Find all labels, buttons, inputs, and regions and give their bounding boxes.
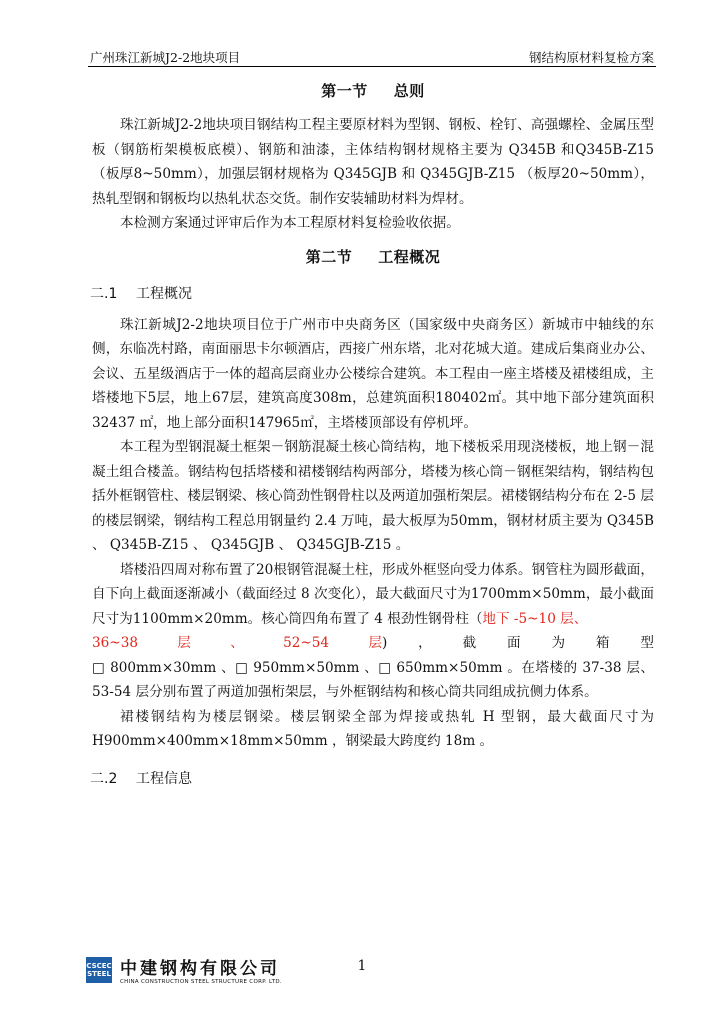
section-1-heading <box>92 80 654 101</box>
subsection-2-2-number: 二.2 <box>90 770 118 787</box>
char-xiang: 箱 <box>595 635 610 651</box>
comma: ， <box>418 635 432 651</box>
paragraph-3-justified-line <box>382 631 654 656</box>
logo-mark-bottom-text: STEEL <box>87 969 111 978</box>
paragraph-3-text-a: 塔楼沿四周对称布置了20根钢管混凝土柱，形成外框竖向受力体系。钢管柱为圆形截面，自下向上截面逐渐减小（截面经过 8 次变化），最大截面尺寸为1700mm×50mm，最小截面尺寸为1100mm×20mm。核心筒四角布置了 4 根劲性钢骨柱（ <box>92 561 654 627</box>
page-header <box>88 44 656 67</box>
subsection-2-1-number: 二.1 <box>90 285 118 302</box>
header-document-title: 钢结构原材料复检方案 <box>528 50 654 65</box>
section-2-paragraph-1: 珠江新城J2-2地块项目位于广州市中央商务区（国家级中央商务区）新城市中轴线的东侧，东临冼村路，南面丽思卡尔顿酒店，西接广州东塔，北对花城大道。建成后集商业办公、会议、五星级酒店于一体的超高层商业办公楼综合建筑。本工程由一座主塔楼及裙楼组成，主塔楼地下5层，地上67层，建筑高度308m，总建筑面积180402㎡。其中地下部分建筑面积 32437 ㎡，地上部分面积147965㎡，主塔楼顶部设有停机坪。 <box>92 316 654 431</box>
section-1-number: 第一节 <box>321 82 368 100</box>
red-floor-word-2: 层 <box>368 635 382 651</box>
subsection-2-2-heading <box>90 768 654 788</box>
company-name-cn: 中建钢构有限公司 <box>120 959 280 979</box>
header-project-name: 广州珠江新城J2-2地块项目 <box>90 50 241 65</box>
subsection-2-1-heading <box>90 283 654 303</box>
logo-mark-top-text: CSCEC <box>86 961 112 970</box>
char-xing: 型 <box>640 635 654 651</box>
char-jie: 截 <box>462 635 477 651</box>
red-floor-range-1: 36~38 <box>92 635 138 651</box>
subsection-2-1-title: 工程概况 <box>136 285 192 302</box>
red-comma: 、 <box>230 635 244 651</box>
company-name-en: CHINA CONSTRUCTION STEEL STRUCTURE CORP. LTD. <box>120 979 282 985</box>
section-2-paragraph-3-continued: □ 800mm×30mm 、□ 950mm×50mm 、□ 650mm×50mm 。在塔楼的 37-38 层、 53-54 层分别布置了两道加强桁架层，与外框钢结构和核心筒共同组成抗侧力体系。 <box>92 659 654 700</box>
paragraph-3-red-text-1: 地下 -5~10 层、 <box>482 610 588 627</box>
page-number: 1 <box>357 958 367 974</box>
red-floor-word-1: 层 <box>177 635 191 651</box>
section-2-title: 工程概况 <box>378 247 441 266</box>
paragraph-3-red-line <box>92 631 382 656</box>
section-1-paragraph-2: 本检测方案通过评审后作为本工程原材料复检验收依据。 <box>120 215 460 231</box>
section-2-heading <box>92 246 654 267</box>
red-floor-range-2: 52~54 <box>283 635 330 651</box>
char-wei: 为 <box>551 635 566 651</box>
section-2-paragraph-4: 裙楼钢结构为楼层钢梁。楼层钢梁全部为焊接或热轧 H 型钢，最大截面尺寸为H900mm×400mm×18mm×50mm ，钢梁最大跨度约 18m 。 <box>92 708 654 749</box>
document-body <box>92 80 654 788</box>
close-paren: ) <box>382 635 388 651</box>
section-2-paragraph-2: 本工程为型钢混凝土框架－钢筋混凝土核心筒结构，地下楼板采用现浇楼板，地上钢－混凝土组合楼盖。钢结构包括塔楼和裙楼钢结构两部分，塔楼为核心筒－钢框架结构，钢结构包括外框钢管柱、楼层钢梁、核心筒劲性钢骨柱以及两道加强桁架层。裙楼钢结构分布在 2-5 层的楼层钢梁，钢结构工程总用钢量约 2.4 万吨，最大板厚为50mm，钢材材质主要为 Q345B 、 Q345B-Z15 、 Q345GJB 、 Q345GJB-Z15 。 <box>92 439 654 553</box>
char-mian: 面 <box>507 635 521 651</box>
section-2-paragraph-3 <box>92 558 654 632</box>
section-1-paragraph-1: 珠江新城J2-2地块项目钢结构工程主要原材料为型钢、钢板、栓钉、高强螺栓、金属压型板（钢筋桁架模板底模）、钢筋和油漆，主体结构钢材规格主要为 Q345B 和Q345B-Z15 （板厚8~50mm），加强层钢材规格为 Q345GJB 和 Q345GJB-Z15 （板厚20~50mm），热轧型钢和钢板均以热轧状态交货。制作安装辅助材料为焊材。 <box>92 117 654 207</box>
section-1-title: 总则 <box>393 82 425 100</box>
subsection-2-2-title: 工程信息 <box>136 770 192 787</box>
section-2-number: 第二节 <box>305 247 353 266</box>
